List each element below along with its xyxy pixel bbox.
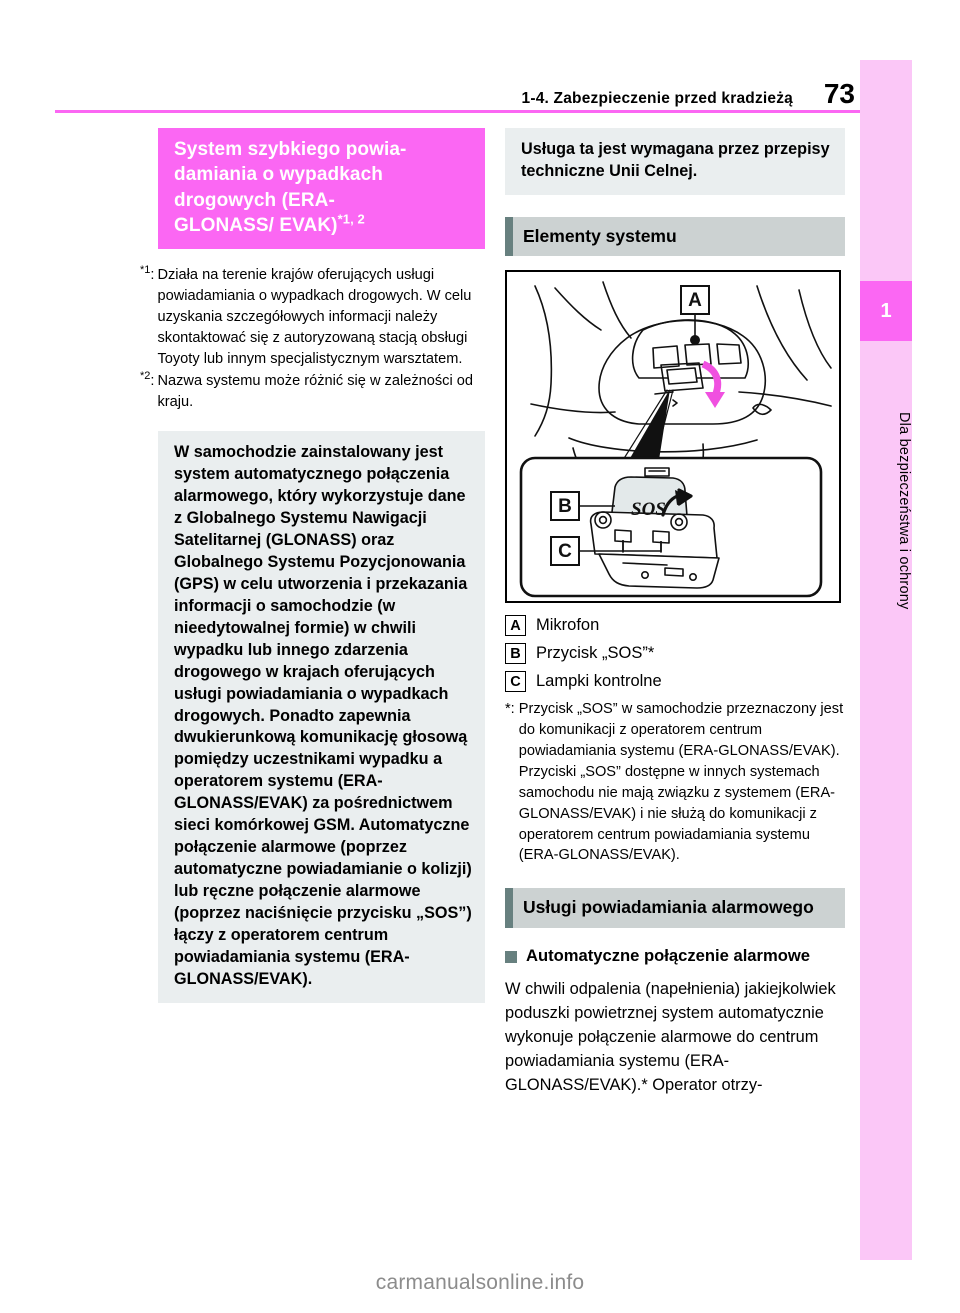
body-paragraph: W chwili odpalenia (napełnienia) jakiejkolwiek poduszki powietrznej system automatycznie wykonuje połączenie alarmowe do centrum powiadamiania systemu (ERA-GLONASS/EVAK).* Operator otrzy-: [505, 979, 836, 1094]
svg-text:B: B: [558, 496, 572, 518]
sidebar-chapter-label: Dla bezpieczeństwa i ochrony: [896, 412, 912, 610]
square-bullet-icon: [505, 951, 517, 963]
left-footnotes: [140, 265, 485, 413]
subhead-text: Automatyczne połączenie alarmowe: [526, 946, 811, 966]
legend-marker-b: B: [505, 643, 526, 664]
footnote-2-mark-colon: :: [150, 373, 155, 390]
legend-item-c: [505, 671, 845, 692]
console-diagram-svg: [507, 272, 839, 601]
footnote-1-mark: [140, 265, 157, 369]
footnote-2-mark-sup: *2: [140, 370, 151, 383]
left-info-box: W samochodzie zainstalowany jest system automatycznego połączenia alarmowego, który wykorzystuje dane z Globalnego Systemu Nawigacji Satelitarnej (GLONASS) oraz Globalnego Systemu Pozycjonowania (GPS) w celu utworzenia i przekazania informacji o samochodzie (w nieedytowalnej formie) w chwili wypadku lub innego zdarzenia drogowego w krajach oferujących usługi powiadamiania o wypadkach drogowych. Ponadto zapewnia dwukierunkową komunikację głosową pomiędzy uczestnikami wypadku a operatorem systemu (ERA-GLONASS/EVAK) za pośrednictwem sieci komórkowej GSM. Automatyczne połączenie alarmowe (poprzez automatyczne powiadamianie o kolizji) lub ręczne połączenie alarmowe (poprzez naciśnięcie przycisku „SOS”) łączy z operatorem centrum powiadamiania systemu (ERA-GLONASS/EVAK).: [158, 431, 485, 1003]
footnote-2-text: Nazwa systemu może różnić się w zależności od kraju.: [157, 373, 473, 411]
legend-footnote-mark: *:: [505, 701, 515, 718]
customs-notice-box: Usługa ta jest wymagana przez przepisy techniczne Unii Celnej.: [505, 128, 845, 195]
svg-text:C: C: [558, 541, 572, 563]
pink-title-line-4: GLONASS/ EVAK): [174, 214, 338, 236]
pink-title-line-1: System szybkiego powia-: [174, 139, 407, 160]
legend-label-b: Przycisk „SOS”*: [536, 644, 655, 663]
footnote-1-text: Działa na terenie krajów oferujących usługi powiadamiania o wypadkach drogowych. W celu uzyskania szczegółowych informacji należy skontaktować się z autoryzowaną stacją obsługi Toyoty lub innym specjalistycznym warsztatem.: [157, 267, 472, 367]
section-header-system-elements: Elementy systemu: [505, 217, 845, 257]
pink-arrow: [703, 364, 725, 408]
pink-title-superscript: *1, 2: [337, 211, 365, 227]
footnote-1-mark-colon: :: [150, 267, 155, 284]
legend-item-b: [505, 643, 845, 664]
overhead-console-sos-illustration: [505, 270, 841, 603]
sidebar-chapter-tab: [860, 281, 912, 341]
legend-label-a: Mikrofon: [536, 616, 600, 635]
footnote-1-mark-sup: *1: [140, 264, 151, 277]
legend-footnote-text: Przycisk „SOS” w samochodzie przeznaczony jest do komunikacji z operatorem centrum powiadamiania systemu (ERA-GLONASS/EVAK). Przyciski „SOS” dostępne w innych systemach samochodu nie mają związku z systemem (ERA-GLONASS/EVAK) i nie służą do komunikacji z operatorem centrum powiadamiania systemu (ERA-GLONASS/EVAK).: [518, 701, 844, 864]
footnote-2: [140, 371, 485, 413]
sidebar-chapter-number: 1: [880, 300, 892, 322]
header-rule: [55, 110, 860, 113]
callout-a: [681, 286, 709, 340]
subhead-automatic-emergency-call: [505, 945, 845, 968]
footnote-2-mark: [140, 371, 157, 413]
page-title: 1-4. Zabezpieczenie przed kradzieżą: [521, 90, 793, 107]
illustration-legend: [505, 615, 845, 692]
svg-text:A: A: [688, 290, 702, 312]
footnote-1: [140, 265, 485, 369]
left-column: [140, 128, 485, 1003]
right-column: [505, 128, 845, 1098]
page-number: 73: [823, 78, 855, 109]
legend-item-a: [505, 615, 845, 636]
sos-button-label: SOS: [631, 499, 666, 521]
page-header: [55, 78, 855, 108]
section-header-emergency-services: Usługi powiadamiania alarmowego: [505, 888, 845, 928]
pink-title-line-2: damiania o wypadkach: [174, 164, 383, 186]
pink-title-line-3: drogowych (ERA-: [174, 189, 335, 211]
pink-section-title: [158, 128, 485, 249]
legend-marker-a: A: [505, 615, 526, 636]
legend-marker-c: C: [505, 671, 526, 692]
legend-footnote: [505, 699, 845, 866]
legend-label-c: Lampki kontrolne: [536, 672, 662, 691]
site-watermark: carmanualsonline.info: [375, 1271, 585, 1294]
